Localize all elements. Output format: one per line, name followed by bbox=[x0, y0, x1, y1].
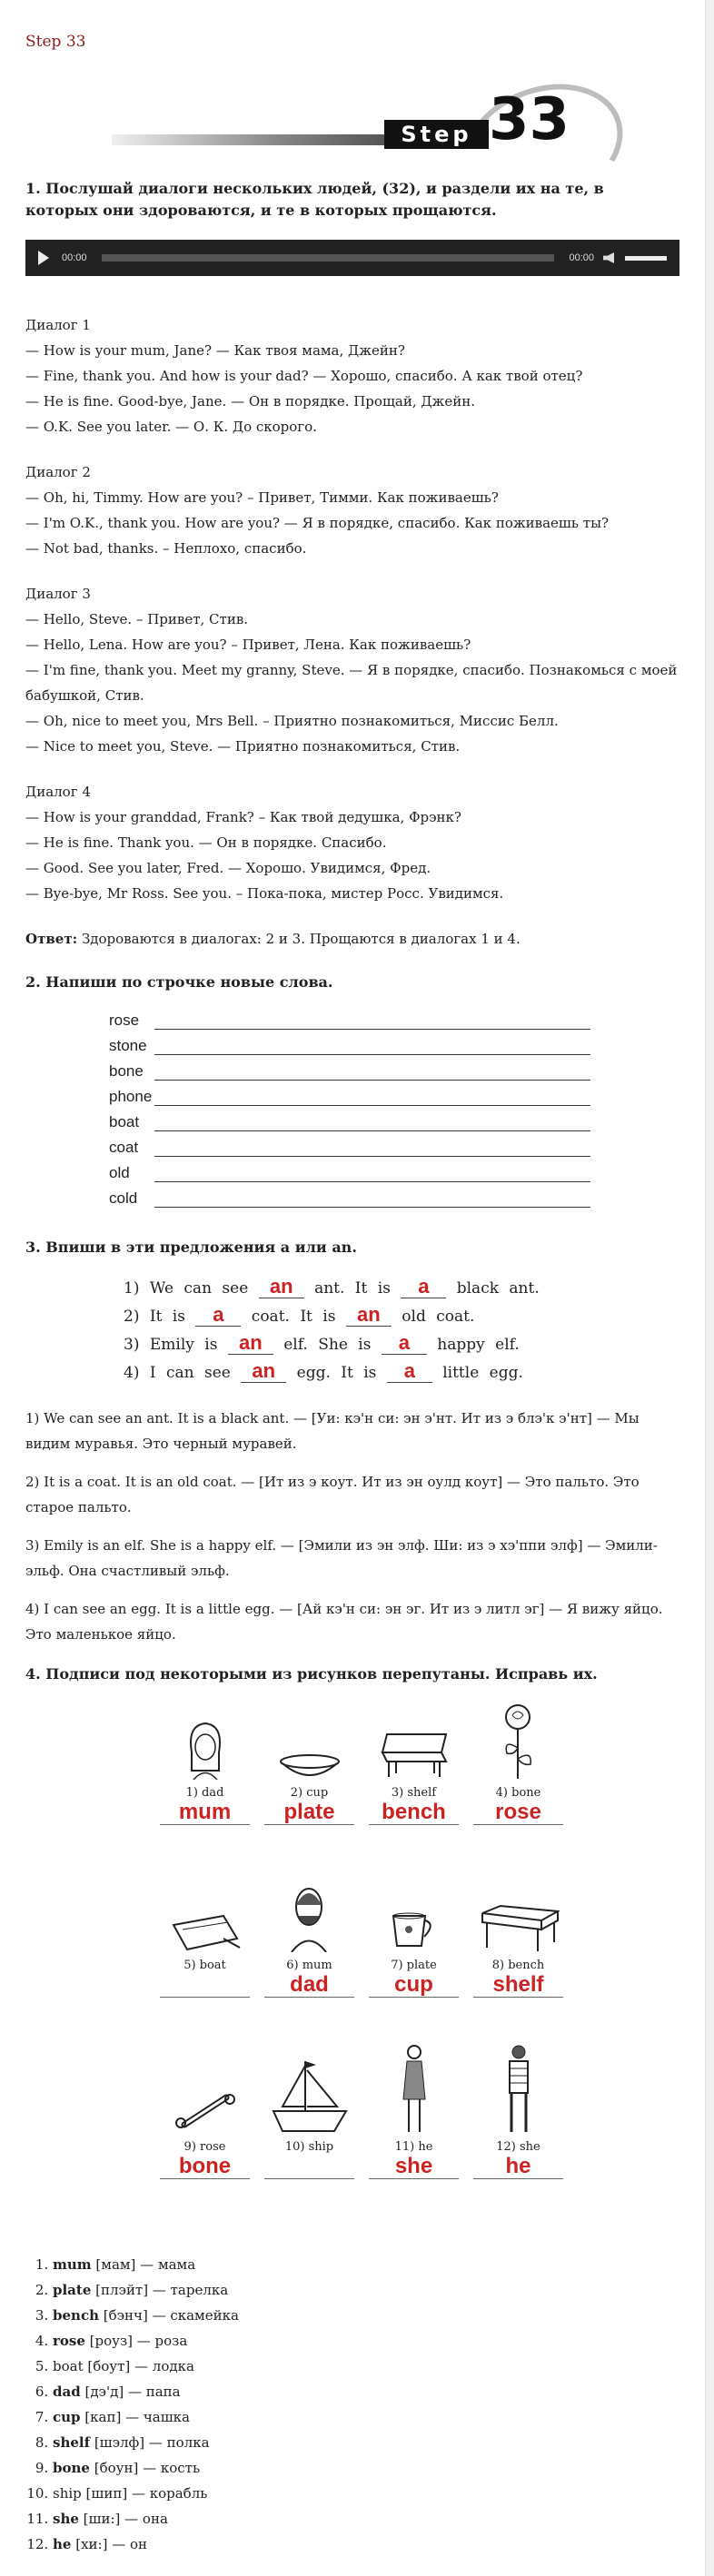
writing-line[interactable] bbox=[154, 1088, 590, 1106]
sentence-part: It is bbox=[149, 1308, 185, 1326]
picture-cell bbox=[257, 1696, 362, 1825]
word-label: stone bbox=[109, 1037, 147, 1054]
banner-step-word: Step bbox=[384, 120, 489, 149]
dialogs bbox=[25, 312, 679, 906]
task1-answer bbox=[25, 926, 679, 952]
sentence-part: old coat. bbox=[402, 1308, 475, 1326]
vocab-translation: [ши:] — она bbox=[78, 2511, 168, 2527]
dialog-line: — O.K. See you later. — О. К. До скорого. bbox=[25, 419, 317, 435]
word-label: old bbox=[109, 1164, 130, 1181]
dialog-title: Диалог 4 bbox=[25, 784, 91, 800]
word-lines bbox=[109, 1004, 679, 1208]
answer-blank[interactable]: a bbox=[387, 1360, 432, 1383]
dialog-line: — Nice to meet you, Steve. — Приятно познакомиться, Стив. bbox=[25, 738, 461, 755]
picture-caption: 5) boat bbox=[183, 1959, 226, 1972]
dialog-block bbox=[25, 459, 679, 561]
vocab-translation: [боут] — лодка bbox=[83, 2358, 194, 2374]
vocab-translation: [роуз] — роза bbox=[84, 2333, 188, 2349]
picture-cell bbox=[466, 2050, 570, 2179]
vocab-word: bone bbox=[53, 2460, 90, 2476]
vocab-translation: [боун] — кость bbox=[89, 2460, 201, 2476]
word-row bbox=[109, 1106, 679, 1131]
correction-field[interactable]: shelf bbox=[473, 1974, 563, 1998]
sentence-row bbox=[124, 1331, 679, 1359]
vocab-item bbox=[53, 2532, 679, 2557]
vocab-word: she bbox=[53, 2511, 79, 2527]
dialog-block bbox=[25, 779, 679, 906]
vocab-translation: [шип] — корабль bbox=[81, 2485, 208, 2502]
dialog-line: — Hello, Steve. – Привет, Стив. bbox=[25, 611, 249, 627]
explanation: 3) Emily is an elf. She is a happy elf. — [Эмили из эн элф. Ши: из э хэ'ппи элф] — Эмили-эльф. Она счастливый эльф. bbox=[25, 1537, 658, 1579]
picture-cell bbox=[466, 1869, 570, 1998]
dialog-line: — How is your mum, Jane? — Как твоя мама, Джейн? bbox=[25, 342, 405, 359]
sentence-part: egg. It is bbox=[296, 1364, 377, 1382]
word-label: cold bbox=[109, 1189, 138, 1207]
vocab-word: mum bbox=[53, 2256, 92, 2273]
picture-caption: 3) shelf bbox=[391, 1786, 437, 1800]
dialog-title: Диалог 1 bbox=[25, 317, 91, 333]
word-row bbox=[109, 1030, 679, 1055]
sentence-number: 1) bbox=[124, 1279, 140, 1298]
sentence-row bbox=[124, 1275, 679, 1303]
vocab-translation: [плэйт] — тарелка bbox=[91, 2282, 229, 2298]
sentence-part: little egg. bbox=[442, 1364, 523, 1382]
word-label: rose bbox=[109, 1012, 140, 1029]
banner-step-number: 33 bbox=[489, 86, 570, 153]
sentence-part: elf. She is bbox=[283, 1336, 372, 1354]
sentence-number: 2) bbox=[124, 1308, 140, 1326]
cup-icon bbox=[362, 1869, 466, 1952]
time-current: 00:00 bbox=[62, 252, 87, 263]
picture-cell bbox=[153, 2050, 257, 2179]
word-row bbox=[109, 1131, 679, 1157]
sentence-part: happy elf. bbox=[437, 1336, 520, 1354]
woman-figure-icon bbox=[362, 2050, 466, 2134]
picture-caption: 1) dad bbox=[185, 1786, 224, 1800]
correction-field[interactable]: cup bbox=[369, 1974, 459, 1998]
dialog-line: — Good. See you later, Fred. — Хорошо. Увидимся, Фред. bbox=[25, 860, 431, 876]
vocab-translation: [мам] — мама bbox=[91, 2256, 196, 2273]
vocab-item bbox=[53, 2430, 679, 2455]
sentence-part: black ant. bbox=[456, 1279, 540, 1298]
task1-title: 1. Послушай диалоги нескольких людей, (32), и раздели их на те, в которых они здороваются, и те в которых прощаются. bbox=[25, 180, 604, 219]
word-label: boat bbox=[109, 1113, 140, 1130]
picture-cell bbox=[153, 1869, 257, 1998]
picture-caption: 10) ship bbox=[284, 2140, 334, 2154]
word-label: bone bbox=[109, 1062, 144, 1080]
vocab-item bbox=[53, 2404, 679, 2430]
man-face-icon bbox=[257, 1869, 362, 1952]
correction-field[interactable]: rose bbox=[473, 1801, 563, 1825]
dialog-line: — How is your granddad, Frank? – Как твой дедушка, Фрэнк? bbox=[25, 809, 461, 825]
word-row bbox=[109, 1055, 679, 1081]
answer-text: Здороваются в диалогах: 2 и 3. Прощаются в диалогах 1 и 4. bbox=[77, 931, 521, 947]
picture-cell bbox=[362, 1869, 466, 1998]
writing-line[interactable] bbox=[154, 1113, 590, 1131]
article-sentences bbox=[124, 1275, 679, 1387]
bone-icon bbox=[153, 2050, 257, 2134]
time-total: 00:00 bbox=[569, 252, 594, 263]
vocab-item bbox=[53, 2303, 679, 2328]
correction-field[interactable]: bone bbox=[160, 2156, 250, 2179]
shelf-icon bbox=[466, 1869, 570, 1952]
correction-field[interactable]: dad bbox=[264, 1974, 354, 1998]
vocab-item bbox=[53, 2379, 679, 2404]
dialog-line: — Fine, thank you. And how is your dad? — Хорошо, спасибо. А как твой отец? bbox=[25, 368, 583, 384]
word-row bbox=[109, 1081, 679, 1106]
answer-blank[interactable]: a bbox=[382, 1332, 427, 1355]
answer-blank[interactable]: a bbox=[401, 1276, 446, 1298]
picture-caption: 9) rose bbox=[183, 2140, 226, 2154]
plate-icon bbox=[257, 1696, 362, 1780]
man-figure-icon bbox=[466, 2050, 570, 2134]
vocab-word: shelf bbox=[53, 2434, 91, 2451]
correction-field[interactable] bbox=[160, 1974, 250, 1998]
dialog-block bbox=[25, 581, 679, 759]
vocab-word: rose bbox=[53, 2333, 85, 2349]
picture-caption: 7) plate bbox=[391, 1959, 437, 1972]
dialog-line: — Oh, nice to meet you, Mrs Bell. – Приятно познакомиться, Миссис Белл. bbox=[25, 713, 559, 729]
task4-title: 4. Подписи под некоторыми из рисунков перепутаны. Исправь их. bbox=[25, 1665, 598, 1683]
vocab-item bbox=[53, 2354, 679, 2379]
correction-field[interactable]: plate bbox=[264, 1801, 354, 1825]
explanation: 1) We can see an ant. It is a black ant. — [Уи: кэ'н си: эн э'нт. Ит из э блэ'к э'нт] — Мы видим муравья. Это черный муравей. bbox=[25, 1410, 640, 1452]
dialog-line: — Oh, hi, Timmy. How are you? – Привет, Тимми. Как поживаешь? bbox=[25, 489, 499, 506]
task3-title: 3. Впиши в эти предложения a или an. bbox=[25, 1239, 357, 1256]
vocab-word: bench bbox=[53, 2307, 99, 2324]
writing-line[interactable] bbox=[154, 1012, 590, 1030]
sentence-part: Emily is bbox=[149, 1336, 218, 1354]
dialog-title: Диалог 3 bbox=[25, 586, 91, 602]
banner-bar bbox=[112, 134, 384, 145]
picture-cell bbox=[362, 1696, 466, 1825]
vocab-item bbox=[53, 2455, 679, 2481]
woman-face-icon bbox=[153, 1696, 257, 1780]
sentence-row bbox=[124, 1303, 679, 1331]
picture-cell bbox=[362, 2050, 466, 2179]
answer-blank[interactable]: an bbox=[241, 1360, 286, 1383]
writing-line[interactable] bbox=[154, 1164, 590, 1182]
answer-label: Ответ: bbox=[25, 931, 78, 947]
answer-blank[interactable]: an bbox=[259, 1276, 304, 1298]
correction-field[interactable] bbox=[264, 2156, 354, 2179]
vocab-item bbox=[53, 2481, 679, 2506]
dialog-line: — He is fine. Thank you. — Он в порядке. Спасибо. bbox=[25, 834, 387, 851]
dialog-block bbox=[25, 312, 679, 439]
picture-cell bbox=[257, 1869, 362, 1998]
audio-player[interactable] bbox=[25, 240, 679, 276]
word-label: phone bbox=[109, 1088, 153, 1105]
vocab-translation: [хи:] — он bbox=[71, 2536, 148, 2552]
task2-title: 2. Напиши по строчке новые слова. bbox=[25, 973, 333, 991]
picture-caption: 4) bone bbox=[495, 1786, 541, 1800]
answer-blank[interactable]: a bbox=[195, 1304, 241, 1327]
explanations bbox=[25, 1406, 679, 1647]
picture-caption: 8) bench bbox=[491, 1959, 545, 1972]
vocab-translation: [бэнч] — скамейка bbox=[98, 2307, 239, 2324]
vocab-item bbox=[53, 2277, 679, 2303]
dialog-title: Диалог 2 bbox=[25, 464, 91, 480]
volume-icon[interactable] bbox=[603, 252, 614, 263]
dialog-line: — Hello, Lena. How are you? – Привет, Лена. Как поживаешь? bbox=[25, 637, 471, 653]
word-label: coat bbox=[109, 1139, 139, 1156]
correction-field[interactable]: bench bbox=[369, 1801, 459, 1825]
sentence-number: 4) bbox=[124, 1364, 140, 1382]
answer-blank[interactable]: an bbox=[228, 1332, 273, 1355]
vocab-item bbox=[53, 2506, 679, 2532]
picture-caption: 12) she bbox=[496, 2140, 540, 2154]
picture-caption: 6) mum bbox=[286, 1959, 332, 1972]
vocab-item bbox=[53, 2328, 679, 2354]
play-icon[interactable] bbox=[38, 251, 49, 265]
progress-track[interactable] bbox=[102, 254, 555, 262]
boat-icon bbox=[153, 1869, 257, 1952]
picture-caption: 11) he bbox=[394, 2140, 433, 2154]
vocab-word: dad bbox=[53, 2384, 81, 2400]
dialog-line: — I'm fine, thank you. Meet my granny, Steve. — Я в порядке, спасибо. Познакомься с моей бабушкой, Стив. bbox=[25, 662, 678, 704]
step-banner bbox=[112, 87, 602, 160]
dialog-line: — Not bad, thanks. – Неплохо, спасибо. bbox=[25, 540, 307, 557]
vocab-list bbox=[25, 2252, 679, 2557]
writing-line[interactable] bbox=[154, 1037, 590, 1055]
writing-line[interactable] bbox=[154, 1062, 590, 1081]
vocab-translation: [дэ'д] — папа bbox=[80, 2384, 181, 2400]
sentence-part: coat. It is bbox=[251, 1308, 336, 1326]
picture-cell bbox=[466, 1696, 570, 1825]
picture-cell bbox=[153, 1696, 257, 1825]
dialog-line: — Bye-bye, Mr Ross. See you. – Пока-пока, мистер Росс. Увидимся. bbox=[25, 885, 504, 902]
word-row bbox=[109, 1182, 679, 1208]
picture-caption: 2) cup bbox=[290, 1786, 329, 1800]
correction-field[interactable]: she bbox=[369, 2156, 459, 2179]
vocab-word: boat bbox=[53, 2358, 84, 2374]
vocab-word: plate bbox=[53, 2282, 92, 2298]
ship-icon bbox=[257, 2050, 362, 2134]
picture-cell bbox=[257, 2050, 362, 2179]
scrollbar[interactable] bbox=[705, 0, 714, 2576]
explanation: 4) I can see an egg. It is a little egg. — [Ай кэ'н си: эн эг. Ит из э литл эг] — Я вижу яйцо. Это маленькое яйцо. bbox=[25, 1601, 663, 1643]
sentence-part: We can see bbox=[149, 1279, 249, 1298]
explanation: 2) It is a coat. It is an old coat. — [Ит из э коут. Ит из эн оулд коут] — Это пальто. Это старое пальто. bbox=[25, 1474, 640, 1515]
rose-icon bbox=[466, 1696, 570, 1780]
breadcrumb[interactable]: Step 33 bbox=[25, 33, 86, 51]
word-row bbox=[109, 1157, 679, 1182]
sentence-part: ant. It is bbox=[314, 1279, 391, 1298]
correction-field[interactable]: he bbox=[473, 2156, 563, 2179]
vocab-word: he bbox=[53, 2536, 72, 2552]
writing-line[interactable] bbox=[154, 1139, 590, 1157]
vocab-translation: [шэлф] — полка bbox=[90, 2434, 210, 2451]
vocab-item bbox=[53, 2252, 679, 2277]
bench-icon bbox=[362, 1696, 466, 1780]
word-row bbox=[109, 1004, 679, 1030]
writing-line[interactable] bbox=[154, 1189, 590, 1208]
volume-slider[interactable] bbox=[625, 256, 667, 261]
answer-blank[interactable]: an bbox=[346, 1304, 392, 1327]
sentence-row bbox=[124, 1359, 679, 1387]
sentence-number: 3) bbox=[124, 1336, 140, 1354]
picture-grid bbox=[25, 1696, 679, 2241]
sentence-part: I can see bbox=[149, 1364, 231, 1382]
vocab-word: ship bbox=[53, 2485, 82, 2502]
vocab-word: cup bbox=[53, 2409, 81, 2425]
vocab-translation: [кап] — чашка bbox=[80, 2409, 190, 2425]
dialog-line: — He is fine. Good-bye, Jane. — Он в порядке. Прощай, Джейн. bbox=[25, 393, 475, 410]
dialog-line: — I'm O.K., thank you. How are you? — Я в порядке, спасибо. Как поживаешь ты? bbox=[25, 515, 610, 531]
correction-field[interactable]: mum bbox=[160, 1801, 250, 1825]
